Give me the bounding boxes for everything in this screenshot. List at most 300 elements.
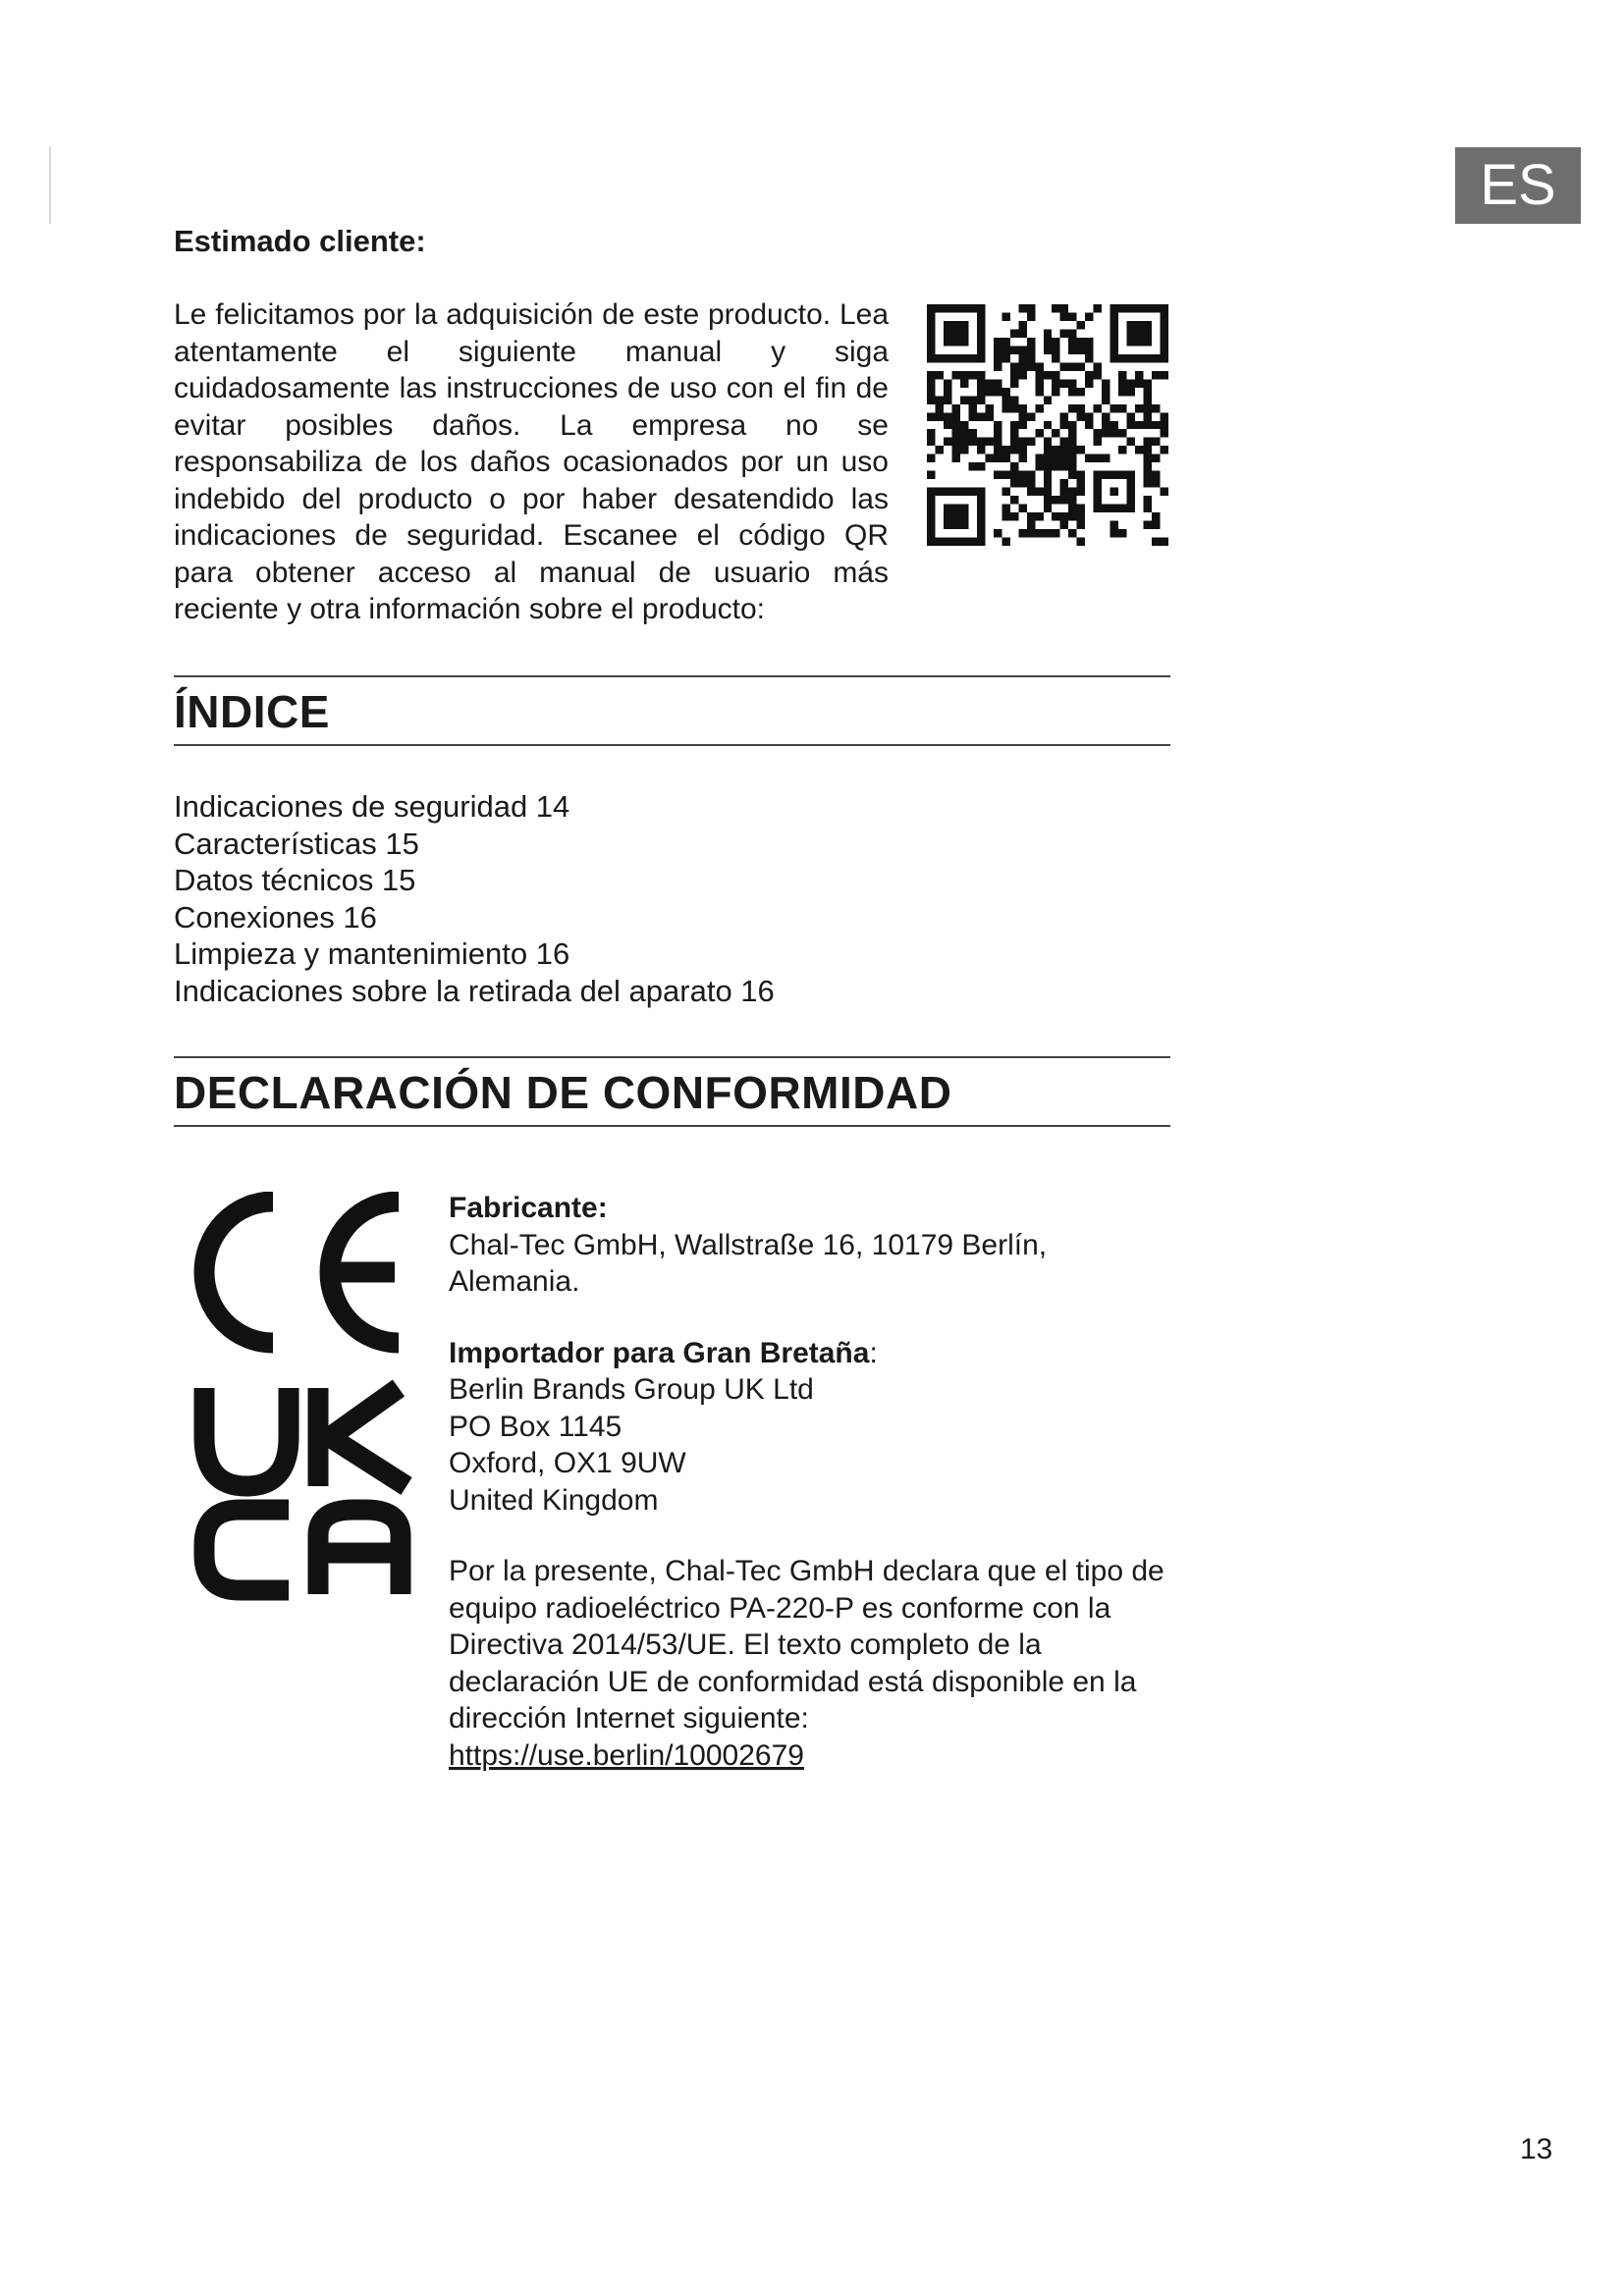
qr-module (1127, 379, 1135, 387)
qr-module (1018, 404, 1026, 412)
qr-module (1102, 379, 1110, 387)
qr-module (1052, 338, 1059, 346)
qr-module (1001, 396, 1009, 403)
qr-module (977, 438, 985, 446)
qr-module (1010, 346, 1018, 353)
qr-module (1027, 412, 1035, 420)
qr-module (1018, 505, 1026, 512)
qr-module (1052, 354, 1059, 362)
qr-module (1035, 454, 1043, 462)
qr-module (977, 388, 985, 396)
ukca-mark (204, 1388, 406, 1594)
qr-module (960, 379, 968, 387)
qr-module (935, 396, 943, 403)
qr-module (927, 379, 935, 387)
qr-module (1152, 404, 1160, 412)
importer-line: United Kingdom (449, 1483, 659, 1517)
qr-module (1010, 421, 1018, 429)
qr-module (1044, 346, 1052, 353)
qr-module (1001, 354, 1009, 362)
qr-module (1161, 371, 1168, 379)
qr-module (1068, 404, 1076, 412)
qr-module (960, 438, 968, 446)
qr-module (1027, 362, 1035, 370)
qr-module (1144, 496, 1152, 504)
qr-module (951, 429, 959, 437)
qr-module (1077, 488, 1085, 496)
qr-module (1077, 538, 1085, 546)
qr-module (1077, 362, 1085, 370)
qr-module (1085, 346, 1093, 353)
qr-module (1135, 371, 1143, 379)
qr-module (1094, 438, 1102, 446)
qr-module (1010, 362, 1018, 370)
qr-module (1044, 529, 1052, 537)
qr-module (1044, 462, 1052, 470)
qr-module (1052, 462, 1059, 470)
qr-module (1018, 321, 1026, 329)
toc-item: Indicaciones de seguridad 14 (174, 789, 570, 824)
qr-module (1068, 496, 1076, 504)
qr-module (1027, 471, 1035, 479)
qr-module (1118, 404, 1126, 412)
qr-module (1144, 479, 1152, 487)
qr-module (1110, 521, 1118, 529)
qr-module (1144, 462, 1152, 470)
qr-module (1118, 529, 1126, 537)
qr-module (1144, 421, 1152, 429)
importer-line: Oxford, OX1 9UW (449, 1447, 686, 1479)
qr-module (1060, 329, 1068, 337)
qr-module (1035, 488, 1043, 496)
qr-module (1018, 371, 1026, 379)
qr-module (1010, 479, 1018, 487)
qr-module (1077, 412, 1085, 420)
importer-line: Berlin Brands Group UK Ltd (449, 1373, 814, 1406)
qr-module (968, 371, 976, 379)
qr-module (1010, 462, 1018, 470)
qr-module (1102, 421, 1110, 429)
qr-module (1044, 479, 1052, 487)
qr-module (1152, 538, 1160, 546)
qr-module (1052, 429, 1059, 437)
qr-module (1035, 529, 1043, 537)
qr-module (1077, 321, 1085, 329)
qr-module (1085, 454, 1093, 462)
qr-module (968, 429, 976, 437)
qr-module (927, 396, 935, 403)
qr-module (994, 446, 1001, 454)
qr-module (935, 412, 943, 420)
qr-module (1127, 412, 1135, 420)
qr-module (1001, 346, 1009, 353)
qr-module (1010, 438, 1018, 446)
qr-module (1110, 404, 1118, 412)
ce-mark (204, 1201, 399, 1343)
qr-module (1060, 496, 1068, 504)
qr-module (1152, 454, 1160, 462)
qr-module (1027, 438, 1035, 446)
qr-module (1001, 338, 1009, 346)
qr-module (1127, 421, 1135, 429)
qr-module (927, 412, 935, 420)
qr-module (1010, 429, 1018, 437)
qr-module (1060, 454, 1068, 462)
qr-module (1161, 421, 1168, 429)
qr-module (1068, 421, 1076, 429)
qr-module (935, 371, 943, 379)
qr-module (994, 362, 1001, 370)
divider (174, 744, 1170, 746)
qr-module (1027, 354, 1035, 362)
qr-module (951, 438, 959, 446)
qr-module (1068, 346, 1076, 353)
qr-module (994, 429, 1001, 437)
qr-module (1052, 346, 1059, 353)
qr-module (1027, 521, 1035, 529)
qr-module (994, 471, 1001, 479)
qr-module (1144, 388, 1152, 396)
qr-module (1068, 446, 1076, 454)
qr-module (1077, 338, 1085, 346)
qr-module (1094, 454, 1102, 462)
qr-module (994, 421, 1001, 429)
qr-module (985, 412, 993, 420)
qr-module (1085, 371, 1093, 379)
qr-module (1127, 438, 1135, 446)
qr-module (1077, 512, 1085, 520)
qr-module (1094, 304, 1102, 312)
qr-module (1001, 446, 1009, 454)
qr-module (1077, 346, 1085, 353)
qr-module (1110, 429, 1118, 437)
page-number: 13 (1520, 2133, 1553, 2165)
qr-module (1060, 462, 1068, 470)
qr-module (1035, 429, 1043, 437)
qr-module (1001, 404, 1009, 412)
qr-module (960, 446, 968, 454)
qr-module (1068, 312, 1076, 320)
divider (174, 1125, 1170, 1127)
qr-module (951, 446, 959, 454)
qr-module (1027, 529, 1035, 537)
qr-module (1118, 446, 1126, 454)
qr-module (1085, 421, 1093, 429)
qr-module (1144, 396, 1152, 403)
qr-module (927, 438, 935, 446)
qr-module (1068, 329, 1076, 337)
qr-module (1027, 512, 1035, 520)
qr-module (1094, 429, 1102, 437)
qr-module (1060, 512, 1068, 520)
qr-module (1068, 379, 1076, 387)
qr-module (1077, 388, 1085, 396)
qr-module (1127, 388, 1135, 396)
qr-module (960, 396, 968, 403)
qr-module (1152, 479, 1160, 487)
qr-module (1144, 404, 1152, 412)
qr-module (1001, 505, 1009, 512)
qr-module (994, 454, 1001, 462)
qr-module (1152, 512, 1160, 520)
qr-module (1085, 379, 1093, 387)
qr-module (1010, 371, 1018, 379)
qr-module (1010, 396, 1018, 403)
conformity-statement: Por la presente, Chal-Tec GmbH declara que el tipo de equipo radioeléctrico PA-220-P es conforme con la Directiva 2014/53/UE. El texto completo de la declaración UE de conformidad está disponible en la dirección Internet siguiente: (449, 1555, 1164, 1735)
qr-module (1060, 421, 1068, 429)
qr-module (1068, 438, 1076, 446)
conformity-heading: DECLARACIÓN DE CONFORMIDAD (174, 1067, 952, 1118)
qr-module (1094, 371, 1102, 379)
qr-module (1044, 438, 1052, 446)
qr-module (1018, 471, 1026, 479)
qr-module (1110, 421, 1118, 429)
qr-module (1135, 421, 1143, 429)
qr-module (1144, 471, 1152, 479)
qr-code (927, 304, 1168, 546)
qr-module (1018, 479, 1026, 487)
qr-module (1068, 471, 1076, 479)
greeting: Estimado cliente: (174, 224, 426, 258)
qr-module (968, 412, 976, 420)
manufacturer-address: Chal-Tec GmbH, Wallstraße 16, 10179 Berlín, Alemania. (449, 1228, 1048, 1298)
qr-module (1060, 312, 1068, 320)
qr-module (1044, 421, 1052, 429)
qr-module (994, 346, 1001, 353)
qr-module (944, 412, 951, 420)
qr-module (1035, 404, 1043, 412)
qr-module (1068, 429, 1076, 437)
qr-module (1018, 529, 1026, 537)
qr-module (977, 396, 985, 403)
qr-module (968, 404, 976, 412)
qr-module (1035, 462, 1043, 470)
qr-module (1118, 388, 1126, 396)
qr-module (927, 429, 935, 437)
qr-module (968, 462, 976, 470)
ce-ukca-marks (192, 1192, 412, 1604)
qr-module (927, 388, 935, 396)
qr-module (1152, 371, 1160, 379)
qr-module (1135, 404, 1143, 412)
qr-module (1077, 471, 1085, 479)
qr-module (1144, 454, 1152, 462)
qr-module (1060, 479, 1068, 487)
qr-module (1068, 488, 1076, 496)
qr-module (994, 354, 1001, 362)
qr-module (1102, 412, 1110, 420)
qr-module (1135, 379, 1143, 387)
qr-module (1060, 438, 1068, 446)
qr-module (960, 371, 968, 379)
qr-module (1077, 521, 1085, 529)
qr-module (1044, 488, 1052, 496)
qr-module (1077, 446, 1085, 454)
qr-module (1010, 446, 1018, 454)
qr-module (1144, 521, 1152, 529)
qr-module (1161, 446, 1168, 454)
qr-module (1060, 304, 1068, 312)
qr-module (1102, 388, 1110, 396)
qr-module (1044, 338, 1052, 346)
qr-module (951, 412, 959, 420)
qr-module (994, 379, 1001, 387)
qr-module (1085, 338, 1093, 346)
qr-module (1161, 538, 1168, 546)
qr-module (1018, 412, 1026, 420)
qr-module (977, 412, 985, 420)
toc-item: Conexiones 16 (174, 899, 377, 934)
qr-module (951, 371, 959, 379)
toc-item: Limpieza y mantenimiento 16 (174, 936, 570, 971)
qr-module (1118, 429, 1126, 437)
declaration-link[interactable]: https://use.berlin/10002679 (449, 1738, 804, 1772)
qr-module (1144, 446, 1152, 454)
qr-module (1052, 529, 1059, 537)
qr-module (1060, 362, 1068, 370)
qr-module (1027, 338, 1035, 346)
qr-module (968, 396, 976, 403)
toc-item: Características 15 (174, 826, 419, 861)
qr-module (951, 404, 959, 412)
qr-module (1027, 346, 1035, 353)
qr-module (1044, 505, 1052, 512)
toc-item: Datos técnicos 15 (174, 863, 416, 897)
qr-module (1052, 304, 1059, 312)
qr-module (1060, 412, 1068, 420)
qr-module (1077, 479, 1085, 487)
qr-module (1052, 388, 1059, 396)
qr-module (1018, 354, 1026, 362)
qr-module (1027, 479, 1035, 487)
qr-module (1044, 446, 1052, 454)
qr-module (960, 421, 968, 429)
conformity-details (449, 1190, 1175, 1774)
qr-module (1161, 412, 1168, 420)
qr-module (1010, 496, 1018, 504)
qr-module (1018, 454, 1026, 462)
qr-module (935, 404, 943, 412)
qr-module (1001, 312, 1009, 320)
qr-module (1027, 304, 1035, 312)
qr-module (985, 404, 993, 412)
qr-module (1001, 454, 1009, 462)
margin-rule (49, 147, 51, 224)
table-of-contents (174, 788, 775, 1009)
manufacturer-label: Fabricante: (449, 1192, 608, 1224)
qr-module (985, 438, 993, 446)
qr-module (1052, 446, 1059, 454)
qr-module (1094, 404, 1102, 412)
qr-module (1052, 371, 1059, 379)
qr-module (1144, 505, 1152, 512)
qr-module (1144, 438, 1152, 446)
qr-module (1018, 329, 1026, 337)
qr-module (951, 421, 959, 429)
qr-module (1035, 379, 1043, 387)
qr-module (1001, 538, 1009, 546)
qr-module (1068, 454, 1076, 462)
qr-module (944, 388, 951, 396)
qr-module (1001, 512, 1009, 520)
qr-module (1144, 412, 1152, 420)
qr-module (1060, 379, 1068, 387)
qr-module (1052, 496, 1059, 504)
qr-module (1044, 454, 1052, 462)
qr-module (1018, 446, 1026, 454)
qr-module (1044, 329, 1052, 337)
qr-module (944, 438, 951, 446)
qr-module (1060, 446, 1068, 454)
qr-module (1052, 512, 1059, 520)
qr-module (1001, 488, 1009, 496)
qr-module (1152, 521, 1160, 529)
qr-module (1152, 471, 1160, 479)
qr-module (1102, 429, 1110, 437)
qr-module (1068, 505, 1076, 512)
qr-module (1044, 471, 1052, 479)
qr-module (1060, 488, 1068, 496)
qr-module (935, 446, 943, 454)
qr-module (1010, 379, 1018, 387)
qr-module (1068, 462, 1076, 470)
qr-module (927, 471, 935, 479)
qr-module (1052, 454, 1059, 462)
qr-module (927, 371, 935, 379)
qr-module (1035, 362, 1043, 370)
qr-module (1044, 371, 1052, 379)
qr-module (1068, 529, 1076, 537)
qr-module (1161, 488, 1168, 496)
qr-module (1018, 421, 1026, 429)
qr-module (994, 529, 1001, 537)
qr-module (1044, 396, 1052, 403)
qr-module (1052, 379, 1059, 387)
qr-module (944, 379, 951, 387)
importer-line: PO Box 1145 (449, 1410, 623, 1443)
qr-module (1144, 379, 1152, 387)
qr-module (1085, 412, 1093, 420)
qr-module (1077, 505, 1085, 512)
qr-module (977, 462, 985, 470)
qr-module (1068, 362, 1076, 370)
qr-module (1001, 388, 1009, 396)
qr-module (927, 454, 935, 462)
qr-module (977, 371, 985, 379)
qr-module (1001, 471, 1009, 479)
qr-module (1110, 529, 1118, 537)
qr-module (1018, 438, 1026, 446)
qr-module (1018, 346, 1026, 353)
qr-module (968, 438, 976, 446)
qr-module (1085, 312, 1093, 320)
qr-module (1161, 429, 1168, 437)
qr-module (1060, 521, 1068, 529)
qr-module (994, 338, 1001, 346)
qr-module (1118, 379, 1126, 387)
qr-module (985, 379, 993, 387)
qr-module (994, 388, 1001, 396)
qr-module (1068, 512, 1076, 520)
qr-module (1068, 338, 1076, 346)
qr-module (1068, 388, 1076, 396)
qr-module (1118, 371, 1126, 379)
qr-module (1010, 329, 1018, 337)
qr-module (1135, 446, 1143, 454)
qr-module (985, 454, 993, 462)
qr-module (1035, 388, 1043, 396)
importer-label-colon: : (869, 1336, 878, 1369)
